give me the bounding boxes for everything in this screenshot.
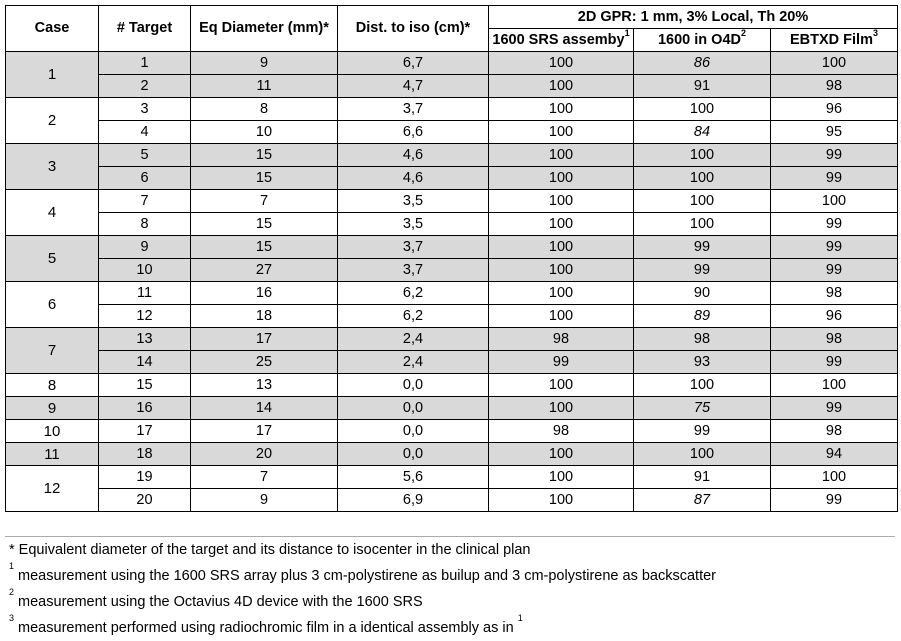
o4d-cell: 89 xyxy=(634,305,771,328)
diameter-cell: 15 xyxy=(191,213,338,236)
dist-cell: 3,7 xyxy=(338,259,489,282)
o4d-cell: 100 xyxy=(634,167,771,190)
case-cell: 8 xyxy=(6,374,99,397)
case-cell: 12 xyxy=(6,466,99,512)
film-cell: 96 xyxy=(771,305,898,328)
diameter-cell: 25 xyxy=(191,351,338,374)
target-cell: 18 xyxy=(99,443,191,466)
table-row xyxy=(6,397,898,420)
table-row xyxy=(6,374,898,397)
film-cell: 96 xyxy=(771,98,898,121)
diameter-cell: 17 xyxy=(191,420,338,443)
footnotes xyxy=(5,536,895,641)
film-cell: 99 xyxy=(771,144,898,167)
table-row xyxy=(6,443,898,466)
diameter-cell: 8 xyxy=(191,98,338,121)
case-cell: 10 xyxy=(6,420,99,443)
diameter-cell: 7 xyxy=(191,466,338,489)
srs-cell: 100 xyxy=(489,98,634,121)
header-col-o4d-sup: 2 xyxy=(741,28,747,38)
diameter-cell: 17 xyxy=(191,328,338,351)
srs-cell: 100 xyxy=(489,466,634,489)
table-row xyxy=(6,466,898,489)
film-cell: 99 xyxy=(771,351,898,374)
target-cell: 8 xyxy=(99,213,191,236)
table-row xyxy=(6,328,898,351)
table-row xyxy=(6,236,898,259)
dist-cell: 4,6 xyxy=(338,144,489,167)
target-cell: 4 xyxy=(99,121,191,144)
target-cell: 6 xyxy=(99,167,191,190)
film-cell: 100 xyxy=(771,190,898,213)
footnote-star xyxy=(5,537,895,563)
dist-cell: 0,0 xyxy=(338,374,489,397)
footnote-1-mark: 1 xyxy=(9,561,15,572)
table-row xyxy=(6,305,898,328)
header-col-film-sup: 3 xyxy=(872,28,878,38)
case-cell: 6 xyxy=(6,282,99,328)
film-cell: 99 xyxy=(771,167,898,190)
footnote-3-mark: 3 xyxy=(9,613,15,624)
footnote-star-text: * Equivalent diameter of the target and its distance to isocenter in the clinical plan xyxy=(9,542,531,558)
dist-cell: 3,7 xyxy=(338,236,489,259)
table-row xyxy=(6,213,898,236)
diameter-cell: 16 xyxy=(191,282,338,305)
film-cell: 99 xyxy=(771,213,898,236)
dist-cell: 2,4 xyxy=(338,328,489,351)
o4d-cell: 100 xyxy=(634,213,771,236)
case-cell: 5 xyxy=(6,236,99,282)
target-cell: 3 xyxy=(99,98,191,121)
dist-cell: 2,4 xyxy=(338,351,489,374)
header-case: Case xyxy=(6,6,99,52)
o4d-cell: 98 xyxy=(634,328,771,351)
o4d-cell: 100 xyxy=(634,98,771,121)
target-cell: 9 xyxy=(99,236,191,259)
o4d-cell: 99 xyxy=(634,259,771,282)
film-cell: 99 xyxy=(771,236,898,259)
table-row xyxy=(6,75,898,98)
case-cell: 4 xyxy=(6,190,99,236)
diameter-cell: 13 xyxy=(191,374,338,397)
o4d-cell: 75 xyxy=(634,397,771,420)
diameter-cell: 20 xyxy=(191,443,338,466)
header-col-film xyxy=(771,29,898,52)
srs-cell: 100 xyxy=(489,213,634,236)
srs-cell: 99 xyxy=(489,351,634,374)
header-target: # Target xyxy=(99,6,191,52)
header-col-film-label: EBTXD Film xyxy=(790,31,873,48)
target-cell: 1 xyxy=(99,52,191,75)
table-row xyxy=(6,52,898,75)
dist-cell: 0,0 xyxy=(338,397,489,420)
header-col-srs-sup: 1 xyxy=(624,28,630,38)
o4d-cell: 86 xyxy=(634,52,771,75)
target-cell: 2 xyxy=(99,75,191,98)
o4d-cell: 90 xyxy=(634,282,771,305)
diameter-cell: 10 xyxy=(191,121,338,144)
dist-cell: 0,0 xyxy=(338,443,489,466)
table-row xyxy=(6,282,898,305)
srs-cell: 100 xyxy=(489,397,634,420)
target-cell: 17 xyxy=(99,420,191,443)
diameter-cell: 14 xyxy=(191,397,338,420)
srs-cell: 100 xyxy=(489,190,634,213)
srs-cell: 100 xyxy=(489,75,634,98)
footnote-3 xyxy=(5,615,895,641)
table-row xyxy=(6,489,898,512)
dist-cell: 6,2 xyxy=(338,305,489,328)
srs-cell: 98 xyxy=(489,328,634,351)
dist-cell: 3,5 xyxy=(338,190,489,213)
diameter-cell: 7 xyxy=(191,190,338,213)
dist-cell: 4,6 xyxy=(338,167,489,190)
header-col-srs-label: 1600 SRS assemby xyxy=(492,31,625,48)
target-cell: 7 xyxy=(99,190,191,213)
target-cell: 12 xyxy=(99,305,191,328)
diameter-cell: 27 xyxy=(191,259,338,282)
o4d-cell: 91 xyxy=(634,75,771,98)
target-cell: 5 xyxy=(99,144,191,167)
srs-cell: 100 xyxy=(489,121,634,144)
dist-cell: 6,9 xyxy=(338,489,489,512)
target-cell: 19 xyxy=(99,466,191,489)
table-header xyxy=(6,6,898,52)
table-row xyxy=(6,144,898,167)
diameter-cell: 9 xyxy=(191,489,338,512)
srs-cell: 100 xyxy=(489,305,634,328)
dist-cell: 6,6 xyxy=(338,121,489,144)
target-cell: 11 xyxy=(99,282,191,305)
diameter-cell: 11 xyxy=(191,75,338,98)
film-cell: 95 xyxy=(771,121,898,144)
header-col-srs xyxy=(489,29,634,52)
case-cell: 2 xyxy=(6,98,99,144)
film-cell: 94 xyxy=(771,443,898,466)
o4d-cell: 91 xyxy=(634,466,771,489)
o4d-cell: 87 xyxy=(634,489,771,512)
o4d-cell: 100 xyxy=(634,443,771,466)
film-cell: 99 xyxy=(771,489,898,512)
diameter-cell: 15 xyxy=(191,236,338,259)
dist-cell: 3,5 xyxy=(338,213,489,236)
diameter-cell: 18 xyxy=(191,305,338,328)
srs-cell: 100 xyxy=(489,489,634,512)
dist-cell: 4,7 xyxy=(338,75,489,98)
footnote-3-text: measurement performed using radiochromic film in a identical assembly as in xyxy=(14,620,518,636)
dist-cell: 5,6 xyxy=(338,466,489,489)
diameter-cell: 15 xyxy=(191,167,338,190)
footnote-1 xyxy=(5,563,895,589)
gpr-results-table xyxy=(5,5,898,512)
diameter-cell: 15 xyxy=(191,144,338,167)
srs-cell: 100 xyxy=(489,167,634,190)
film-cell: 99 xyxy=(771,259,898,282)
dist-cell: 6,2 xyxy=(338,282,489,305)
o4d-cell: 99 xyxy=(634,236,771,259)
case-cell: 7 xyxy=(6,328,99,374)
film-cell: 98 xyxy=(771,328,898,351)
diameter-cell: 9 xyxy=(191,52,338,75)
target-cell: 13 xyxy=(99,328,191,351)
srs-cell: 100 xyxy=(489,236,634,259)
srs-cell: 100 xyxy=(489,282,634,305)
header-gpr-group: 2D GPR: 1 mm, 3% Local, Th 20% xyxy=(489,6,898,29)
case-cell: 3 xyxy=(6,144,99,190)
film-cell: 99 xyxy=(771,397,898,420)
film-cell: 100 xyxy=(771,466,898,489)
target-cell: 10 xyxy=(99,259,191,282)
footnote-1-text: measurement using the 1600 SRS array plus 3 cm-polystirene as builup and 3 cm-polystirene as backscatter xyxy=(14,568,716,584)
target-cell: 20 xyxy=(99,489,191,512)
film-cell: 100 xyxy=(771,374,898,397)
film-cell: 98 xyxy=(771,420,898,443)
srs-cell: 100 xyxy=(489,374,634,397)
srs-cell: 100 xyxy=(489,144,634,167)
header-col-o4d xyxy=(634,29,771,52)
o4d-cell: 84 xyxy=(634,121,771,144)
o4d-cell: 93 xyxy=(634,351,771,374)
film-cell: 100 xyxy=(771,52,898,75)
dist-cell: 3,7 xyxy=(338,98,489,121)
srs-cell: 100 xyxy=(489,443,634,466)
target-cell: 16 xyxy=(99,397,191,420)
case-cell: 1 xyxy=(6,52,99,98)
table-body xyxy=(6,52,898,512)
o4d-cell: 100 xyxy=(634,190,771,213)
srs-cell: 100 xyxy=(489,52,634,75)
table-row xyxy=(6,259,898,282)
header-col-o4d-label: 1600 in O4D xyxy=(657,31,741,48)
footnote-2 xyxy=(5,589,895,615)
o4d-cell: 99 xyxy=(634,420,771,443)
target-cell: 14 xyxy=(99,351,191,374)
film-cell: 98 xyxy=(771,75,898,98)
dist-cell: 0,0 xyxy=(338,420,489,443)
table-row xyxy=(6,351,898,374)
film-cell: 98 xyxy=(771,282,898,305)
case-cell: 9 xyxy=(6,397,99,420)
srs-cell: 100 xyxy=(489,259,634,282)
case-cell: 11 xyxy=(6,443,99,466)
table-row xyxy=(6,420,898,443)
target-cell: 15 xyxy=(99,374,191,397)
table-row xyxy=(6,121,898,144)
table-row xyxy=(6,167,898,190)
table-row xyxy=(6,190,898,213)
srs-cell: 98 xyxy=(489,420,634,443)
table-row xyxy=(6,98,898,121)
o4d-cell: 100 xyxy=(634,374,771,397)
footnote-3-ref: 1 xyxy=(517,613,523,624)
header-eq-diameter: Eq Diameter (mm)* xyxy=(191,6,338,52)
header-dist-iso: Dist. to iso (cm)* xyxy=(338,6,489,52)
dist-cell: 6,7 xyxy=(338,52,489,75)
footnote-2-text: measurement using the Octavius 4D device with the 1600 SRS xyxy=(14,594,423,610)
footnote-2-mark: 2 xyxy=(9,587,15,598)
o4d-cell: 100 xyxy=(634,144,771,167)
